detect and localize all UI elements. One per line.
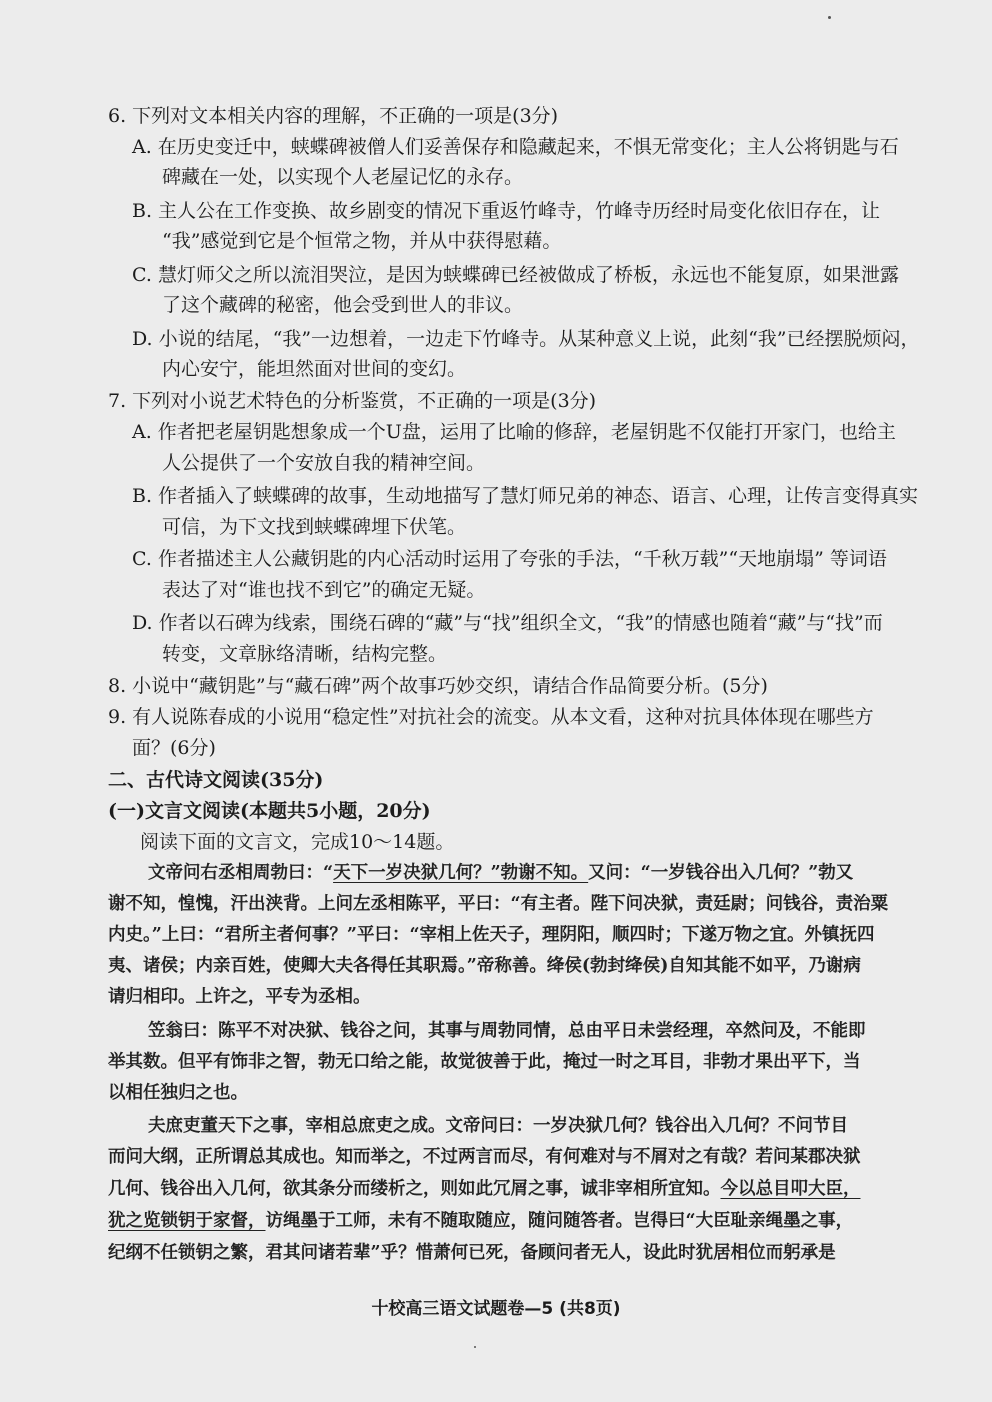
passage-line-3: 内史。”上曰：“君所主者何事？”平曰：“宰相上佐天子，理阴阳，顺四时；下遂万物之宜。外镇抚四: [108, 925, 875, 945]
passage-text: 又问：“一岁钱谷出入几何？”勃又: [588, 863, 854, 883]
q7-option-a-cont: 人公提供了一个安放自我的精神空间。: [162, 452, 486, 474]
q6-option-b: B. 主人公在工作变换、故乡剧变的情况下重返竹峰寺，竹峰寺历经时局变化依旧存在，让: [132, 200, 881, 222]
question-9-stem-cont: 面？(6分): [132, 737, 216, 759]
question-6-stem: 6. 下列对文本相关内容的理解，不正确的一项是(3分): [108, 105, 559, 127]
q6-option-c: C. 慧灯师父之所以流泪哭泣，是因为蛱蝶碑已经被做成了桥板，永远也不能复原，如果泄露: [132, 264, 899, 286]
q7-option-c: C. 作者描述主人公藏钥匙的内心活动时运用了夸张的手法，“千秋万载”“天地崩塌” 等词语: [132, 548, 887, 570]
question-9-stem: 9. 有人说陈春成的小说用“稳定性”对抗社会的流变。从本文看，这种对抗具体体现在哪些方: [108, 706, 874, 728]
passage-text: 访绳墨于工师，未有不随取随应，随问随答者。岂得曰“大臣耻亲绳墨之事，: [265, 1211, 854, 1231]
passage-text: 几何、钱谷出入几何，欲其条分而缕析之，则如此冗屑之事，诚非宰相所宜知。: [108, 1179, 721, 1199]
q6-option-a: A. 在历史变迁中，蛱蝶碑被僧人们妥善保存和隐藏起来，不惧无常变化；主人公将钥匙与石: [132, 136, 899, 158]
passage-line-7: 举其数。但平有饰非之智，勃无口给之能，故觉彼善于此，掩过一时之耳目，非勃才果出平下，当: [108, 1052, 861, 1072]
q7-option-c-cont: 表达了对“谁也找不到它”的确定无疑。: [162, 579, 486, 601]
q7-option-d: D. 作者以石碑为线索，围绕石碑的“藏”与“找”组织全文，“我”的情感也随着“藏”与“找”而: [132, 612, 883, 634]
q6-option-d-cont: 内心安宁，能坦然面对世间的变幻。: [162, 358, 467, 380]
q6-option-d: D. 小说的结尾，“我”一边想着，一边走下竹峰寺。从某种意义上说，此刻“我”已经摆脱烦闷，: [132, 328, 920, 350]
passage-line-6: 笠翁曰：陈平不对决狱、钱谷之问，其事与周勃同情，总由平日未尝经理，卒然问及，不能即: [148, 1021, 866, 1041]
q6-option-a-cont: 碑藏在一处，以实现个人老屋记忆的永存。: [162, 166, 524, 188]
scan-speck: [828, 16, 831, 19]
q6-option-c-cont: 了这个藏碑的秘密，他会受到世人的非议。: [162, 294, 524, 316]
section-2-subtitle: (一)文言文阅读(本题共5小题，20分): [108, 800, 431, 822]
passage-underlined: 天下一岁决狱几何？”勃谢不知。: [333, 863, 589, 883]
reading-instruction: 阅读下面的文言文，完成10～14题。: [140, 831, 455, 853]
q7-option-d-cont: 转变，文章脉络清晰，结构完整。: [162, 643, 448, 665]
passage-line-8: 以相任独归之也。: [108, 1083, 248, 1103]
passage-text: 文帝问右丞相周勃曰：“: [148, 863, 334, 883]
passage-line-5: 请归相印。上许之，平专为丞相。: [108, 987, 371, 1007]
passage-line-11: [108, 1178, 908, 1200]
question-7-stem: 7. 下列对小说艺术特色的分析鉴赏，不正确的一项是(3分): [108, 390, 597, 412]
passage-line-9: 夫庶吏董天下之事，宰相总庶吏之成。文帝问曰：一岁决狱几何？钱谷出入几何？不问节目: [148, 1116, 848, 1136]
q6-option-b-cont: “我”感觉到它是个恒常之物，并从中获得慰藉。: [162, 230, 562, 252]
passage-line-13: 纪纲不任锁钥之繁，君其问诸若辈”乎？惜萧何已死，备顾问者无人，设此时犹居相位而躬承是: [108, 1243, 836, 1263]
scan-speck: [474, 1346, 476, 1348]
passage-line-2: 谢不知，惶愧，汗出浃背。上问左丞相陈平，平曰：“有主者。陛下问决狱，责廷尉；问钱谷，责治粟: [108, 894, 889, 914]
passage-line-12: [108, 1210, 908, 1232]
q7-option-b: B. 作者插入了蛱蝶碑的故事，生动地描写了慧灯师兄弟的神态、语言、心理，让传言变得真实: [132, 485, 919, 507]
passage-underlined: 今以总目叩大臣，: [720, 1179, 861, 1199]
q7-option-b-cont: 可信，为下文找到蛱蝶碑埋下伏笔。: [162, 516, 467, 538]
page-footer: 十校高三语文试题卷—5 (共8页): [371, 1299, 621, 1319]
passage-line-10: 而问大纲，正所谓总其成也。知而举之，不过两言而尽，有何难对与不屑对之有哉？若问某郡决狱: [108, 1147, 861, 1167]
q7-option-a: A. 作者把老屋钥匙想象成一个U盘，运用了比喻的修辞，老屋钥匙不仅能打开家门，也给主: [132, 421, 896, 443]
passage-line-4: 夷、诸侯；内亲百姓，使卿大夫各得任其职焉。”帝称善。绛侯(勃封绛侯)自知其能不如平，乃谢病: [108, 956, 861, 976]
passage-line-1: [108, 862, 948, 884]
question-8-stem: 8. 小说中“藏钥匙”与“藏石碑”两个故事巧妙交织，请结合作品简要分析。(5分): [108, 675, 768, 697]
section-2-title: 二、古代诗文阅读(35分): [108, 769, 324, 791]
passage-underlined: 犹之览锁钥于家督，: [108, 1211, 266, 1231]
